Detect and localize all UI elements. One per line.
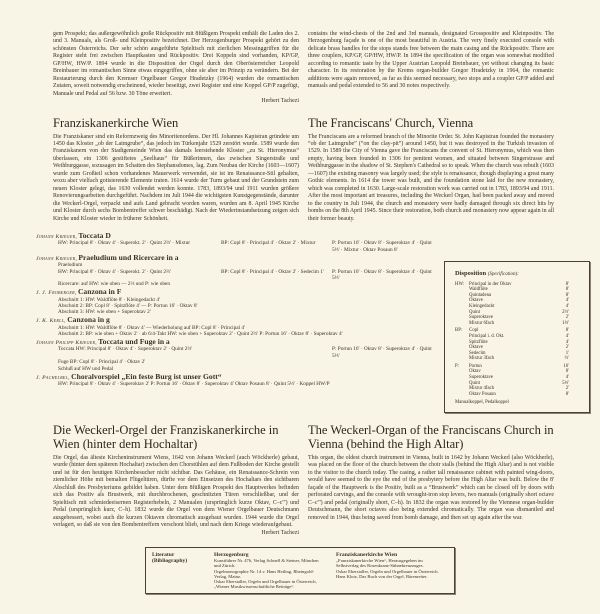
stop-name: Mixtur 6fach xyxy=(469,320,495,326)
stop-name: Oktav xyxy=(469,369,481,375)
heading-franziskanerkirche: Franziskanerkirche Wien xyxy=(53,115,179,130)
program-entry xyxy=(36,252,440,288)
disposition-division xyxy=(455,328,589,362)
registration-cell xyxy=(221,346,329,359)
work-title: Canzona in g xyxy=(67,315,110,325)
program-entry xyxy=(36,371,440,388)
program-entry-heading xyxy=(36,230,440,240)
registration-row xyxy=(36,346,440,359)
composer-name: J. Pachelbel, xyxy=(36,374,70,381)
herzogenburg-section xyxy=(53,31,554,106)
heading-weckerl-de: Die Weckerl-Orgel der Franziskanerkirche in Wien (hinter dem Hochaltar) xyxy=(53,423,279,452)
registration-line: Schluß auf HW und Pedal xyxy=(58,365,114,372)
registration-line: Abschnitt 1: HW: Waldflöte 8' · Kleingedackt 4' xyxy=(58,296,160,303)
program-entry xyxy=(36,230,440,253)
stop-pitch: 16' xyxy=(563,363,569,369)
stop-name: Superoktave xyxy=(469,315,493,321)
stop-pitch: 5⅓' xyxy=(562,380,569,386)
stop-name: Copl xyxy=(469,328,479,334)
stop-pitch: 1⅓' xyxy=(562,320,569,326)
stop-name: Oktave xyxy=(469,298,483,304)
stop-list xyxy=(469,328,569,362)
stop-list xyxy=(469,364,569,398)
program-entry-heading xyxy=(36,371,440,381)
stop-name: Quintadena xyxy=(469,292,492,298)
composer-name: J. K. Kerll, xyxy=(36,318,66,325)
stop-pitch: 8' xyxy=(565,391,569,397)
registration-line: HW: Principal 8' · Oktav 4' · Superoktav 2' P: Portun 16' · Oktav 8' · Superoktav 4' Oktav Posaun 8' · Quint 5⅓' · Koppel HW/P xyxy=(58,381,330,387)
stop-pitch: 8' xyxy=(565,328,569,334)
registration-cell: Praeludium xyxy=(58,262,83,269)
bibliography-entry: Oskar Eberstaller, Orgeln und Orgelbauer in Österreich, „Wiener Musikwissenschaftliche Beiträge“. xyxy=(214,579,317,590)
registration-cell: BP: Copl 8' · Principal 4' · Oktav 2' · Sedecim 1' xyxy=(221,268,324,275)
author-signature: Herbert Tachezi xyxy=(261,529,299,536)
registration-line: Abschnitt 2: BP: wie oben + Oktav 2' · ab 6/4-Takt HW: wie oben + Superoktav 2' · Quint 2⅔' P: Portun 16' · Oktav 8' · Superoktav 4' xyxy=(58,331,343,338)
stop-pitch: ⅔' xyxy=(564,356,569,362)
disposition-subtitle: (Specification): xyxy=(487,271,519,277)
disposition-box xyxy=(444,261,590,413)
work-title: Canzona in F xyxy=(77,287,122,297)
church-text-en: The Franciscans are a reformed branch of the Minorite Order. St. John Kapistran founded the monastery “ob der Laimgrube” (“on the clay-pit”) around 1450, but it was destroyed in the Turkish invasion of 1529. In 1589 the City of Vienna gave the Franciscans the convent of St. Hieronymus, which was then empty, having been founded in 1306 for penitent women, and situated between Singerstrasse and Weihburggasse in the shadow of St. Stephen's Cathedral so to speak. When the church was rebuilt (1603—1607) the existing masonry was largely used; the style is renaissance, though displaying a great many Gothic elements. In 1614 the tower was built, and the foundation stone laid for the new monastery, which was completed in 1630. Large-scale restoration work was carried out in 1783, 1893/94 and 1911. After the most important art treasures, including the Weckerl Organ, had been packed away and moved to the country in Juli 1944, the church and monastery were badly damaged through six direct hits by bombs on the 8th April 1945. Since their restoration, both church and monastery now appear again in all their former beauty. xyxy=(308,133,554,222)
program-section xyxy=(36,230,590,413)
heading-franciscans-church: The Franciscans' Church, Vienna xyxy=(308,115,474,130)
bibliography-entry: „Franziskanerkirche Wien“, Herausgegeben im Selbstverlag des Rosenkranz-Sühnekreuzzuges. xyxy=(336,558,424,569)
work-title: Praeludium und Ricercare in a xyxy=(78,252,179,262)
registration-line: Ricercare: auf HW: wie oben — 2⅔ und P: wie oben xyxy=(58,281,171,288)
registration-row xyxy=(36,269,440,282)
stop-pitch: 2' xyxy=(565,345,569,351)
division-label: P: xyxy=(455,363,460,369)
stop-name: Mixtur 3fach xyxy=(469,356,495,362)
stop-list xyxy=(469,282,569,327)
bibliography-box xyxy=(145,547,455,594)
program-entry-heading xyxy=(36,252,440,262)
stop-pitch: 2' xyxy=(565,315,569,321)
bibliography-entry: Oskar Eberstaller, Orgeln und Orgelbauer in Österreich. xyxy=(336,568,439,574)
heading-weckerl-en: The Weckerl-Organ of the Franciscans Church in Vienna (behind the High Altar) xyxy=(308,423,554,452)
registration-row xyxy=(36,240,440,253)
stop-name: Quint xyxy=(469,309,480,315)
program-entry xyxy=(36,317,440,337)
stop-name: Waldflöte xyxy=(469,287,488,293)
program-entry-heading xyxy=(36,289,440,296)
stop xyxy=(469,321,569,327)
stop-pitch: 8' xyxy=(565,281,569,287)
work-title: Choralvorspiel „Ein feste Burg ist unser Gott“ xyxy=(71,371,222,381)
registration-line: Abschnitt 2: BP: Copl 8' · Spitzflöte 4' — P: Portun 16' · Oktav 8' xyxy=(58,303,198,310)
registration-cell: P: Portun 16' · Oktav 8' · Superoktav 4' · Quint 5⅓' xyxy=(332,346,432,359)
program-entry-heading xyxy=(36,317,440,324)
weckerl-text-de: Die Orgel, das älteste Kircheninstrument Wiens, 1642 von Johann Weckerl (auch Wöckherle) gebaut, wurde (hinter dem späteren Hochaltar) zwischen den Chorstühlen auf dem Fußboden der Kirche gestellt und ist für den heutigen Kirchenbesucher nicht sichtbar. Das Gehäuse, ein Renaissance-Schrein von ziemlicher Höhe mit bemalten Flügeltüren, dürfte vor dem Einsetzen des Hochaltars den sichtbaren Abschluß des Presbyteriums gebildet haben. Unter dem 8füßigen Prospekt des Hauptwerkes befinden sich das Positiv als Brustwerk, mit durchbrochenen, geschnitzten Türen verschließbar, und der Spieltisch mit schmiedeeisernen Registerhebeln, 2 Manualen (ursprünglich kurze Oktav, C–c''') und Pedal (ursprünglich kurz, C–h). 1832 wurde die Orgel von dem Wiener Orgelbauer Deutschmann ausgebessert, wobei auch die kurzen Oktaven chromatisch ausgebaut wurden. 1944 wurde die Orgel verlagert, so daß sie von den Bombentreffern verschont blieb, und nach dem Kriege wiederaufgebaut. Herbert Tachezi xyxy=(53,455,299,536)
program-entry-heading xyxy=(36,339,440,346)
stop xyxy=(469,356,569,362)
bibliography-entry: Kunstführer Nr. 476, Verlag Schnell & Steiner, München und Zürich. xyxy=(214,558,319,569)
bibliography-col1-title: Herzogenburg xyxy=(214,552,249,559)
registration-line: Abschnitt 1: HW: Waldflöte 8' · Oktav 4' — Wiederholung auf BP: Copl 8' · Principal 4' xyxy=(58,324,245,331)
stop-name: Sedecim xyxy=(469,350,486,356)
registration-line: Abschnitt 3: HW: wie oben + Superoktav 2' xyxy=(58,309,151,316)
registration-cell: BP: Copl 8' · Principal 4' · Oktav 2' · Mixtur xyxy=(221,240,316,247)
stop-name: Spitzflöte xyxy=(469,339,488,345)
stop-name: Kleingedackt xyxy=(469,303,495,309)
program-entry xyxy=(36,339,440,372)
stop-pitch: 1' xyxy=(565,350,569,356)
work-title: Toccata und Fuge in a xyxy=(98,337,170,347)
stop-name: Oktave xyxy=(469,345,483,351)
church-text-de: Die Franziskaner sind ein Reformzweig des Minoritenordens. Der Hl. Johannes Kapistran gründete um 1450 das Kloster „ob der Laimgrube“, das jedoch im Türkenjahr 1529 zerstört wurde. 1589 wurde den Franziskanern von der Stadtgemeinde Wien das damals leerstehende Kloster „zu St. Hieronymus“ überlassen, ein 1306 gestiftetes „Seelhaus“ für Büßerinnen, das zwischen Singerstraße und Weihburggasse, sozusagen im Schatten des Stephansdomes, lag. Zum Neubau der Kirche (1603—1607) wurde zum Großteil schon vorhandenes Mauerwerk verwendet, sie ist im Renaissance-Stil gehalten, wozu aber vielfach gotisierende Elemente traten. 1614 wurde der Turm gebaut und der Grundstein zum neuen Kloster gelegt, das 1630 vollendet werden konnte. 1783, 1893/94 und 1911 wurden größere Renovierungsarbeiten durchgeführt. Nachdem im Juli 1944 die wichtigsten Kunstgegenstände, darunter die Weckerl-Orgel, verpackt und aufs Land gebracht worden waren, wurden am 8. April 1945 Kirche und Kloster durch sechs Bombentreffer schwer beschädigt. Nach der Wiederinstandsetzung zeigen sich Kirche und Kloster wieder in früherer Schönheit. xyxy=(53,133,299,222)
stop xyxy=(469,392,569,398)
program-entry xyxy=(36,289,440,316)
stop-name: Superoktave xyxy=(469,375,493,381)
work-title: Toccata D xyxy=(78,230,111,240)
bibliography-col2-title: Franziskanerkirche Wien xyxy=(336,552,398,559)
stop-name: Principal in der Oktav xyxy=(469,281,512,287)
weckerl-text-en: This organ, the oldest church instrument in Vienna, built in 1642 by Johann Weckerl (also Wöckherle), was placed on the floor of the church between the choir stalls (behind the High Altar) and is not visible to the visitor to the church today. The casing, a rather tall renaissance cabinet with painted wing-doors, would have seemed to the eye the end of the presbytery before the High Altar was built. Below the 8' façade of the Hauptwerk is the Positiv, built as a “Brustwerk” which can be closed off by doors with perforated carvings, and the console with wrought-iron stop levers, two manuals (originally short octave C–c''') and pedal (originally short, C–h). In 1832 the organ was restored by the Viennese organ-builder Deutschmann, the short octaves also being extended chromatically. The organ was dismantled and removed in 1944, thus being saved from bomb damage, and then set up again after the war. xyxy=(308,455,554,521)
stop-pitch: 4' xyxy=(565,375,569,381)
registration-cell: P: Portun 16' · Oktav 8' · Superoktav 4' · Quint 5⅓' · Mixtur · Oktav Posaun 8' xyxy=(332,240,432,253)
herzogenburg-text-en: contains the wind-chests of the 2nd and 3rd manuals, designated Grosspositiv and Kleinpositiv. The Herzogenburg façade is one of the most beautiful in Austria. The very finely executed console with delicate brass handles for the stops stands free between the main casing and the Rückpositiv. There are three couplers, KP/GP, GP/HW, HW/P. In 1894 the specification of the organ was somewhat modified according to romantic taste by the Upper Austrian Leopold Breinbauer, yet without changing its basic character. In its restoration by the Krems organ-builder Gregor Hradetzky in 1964, the romantic additions were again removed, as far as this seemed necessary, two stops and a coupler GP/P added and manuals and pedal extended to 56 and 30 notes respectively. xyxy=(308,31,554,90)
weckerl-section xyxy=(53,423,554,537)
registration-cell: HW: Principal 8' · Oktav 4' · Superokt. 2' · Quint 2⅔' xyxy=(58,268,171,275)
stop-name: Mixtur 4fach xyxy=(469,386,495,392)
bibliography-entry: Orgelmonographie Nr. 14 v. Hans Heiling, Rheingold-Verlag, Mainz. xyxy=(214,568,315,579)
registration-cell: Toccata HW: Principal 8' · Oktav 4' · Superoktav 2' · Quint 2⅔' xyxy=(58,346,193,353)
registration-cell: HW: Principal 8' · Oktav 4' · Superokt. 2' · Quint 2⅔' · Mixtur xyxy=(58,240,191,247)
disposition-title: Disposition xyxy=(455,269,487,277)
composer-name: Johann Philipp Krieger, xyxy=(36,340,97,347)
stop-pitch: 4' xyxy=(565,298,569,304)
stop-name: Principal i. d. Okt. xyxy=(469,333,505,339)
stop-pitch: 4' xyxy=(565,333,569,339)
disposition-division xyxy=(455,282,589,327)
stop-pitch: 2' xyxy=(565,386,569,392)
stop-pitch: 8' xyxy=(565,369,569,375)
stop-pitch: 8' xyxy=(565,287,569,293)
author-signature: Herbert Tachezi xyxy=(261,98,299,105)
composer-name: Johann Krieger, xyxy=(36,255,78,262)
stop-name: Oktav Posaun xyxy=(469,391,496,397)
stop-name: Quint xyxy=(469,380,480,386)
stop-name: Portun xyxy=(469,363,482,369)
registration-cell: P: Portun 16' · Oktav 8' · Superoktav 4' · Quint 5⅓' xyxy=(332,268,432,281)
composer-name: J. J. Froberger, xyxy=(36,290,77,297)
disposition-couplers: Manualkoppel, Pedalkoppel xyxy=(455,400,509,406)
program-list xyxy=(36,230,440,389)
stop-pitch: 2⅔' xyxy=(562,309,569,315)
stop-pitch: 8' xyxy=(565,292,569,298)
bibliography-label: Literatur xyxy=(152,552,175,559)
bibliography-label-en: (Bibliography) xyxy=(152,558,188,565)
division-label: BP: xyxy=(455,328,463,334)
church-section xyxy=(53,116,554,223)
composer-name: Johann Krieger, xyxy=(36,233,78,240)
registration-line: Fuge BP: Copl 8' · Principal 4' · Oktav 2' xyxy=(58,359,146,366)
bibliography-entry: Hans Klotz, Das Buch von der Orgel, Bärenreiter. xyxy=(336,573,428,579)
stop-pitch: 4' xyxy=(565,339,569,345)
division-label: HW: xyxy=(455,281,465,287)
stop-pitch: 4' xyxy=(565,303,569,309)
herzogenburg-text-de: gem Prospekt; das außergewöhnlich große Rückpositiv mit 8füßigem Prospekt enthält die Laden des 2. und 3. Manuals, als Groß- und Kleinpositiv bezeichnet. Der Herzogenburger Prospekt gehört zu den schönsten Österreichs. Der sehr schön ausgeführte Spieltisch mit zierlichen Messinggriffen für die Register steht frei zwischen Hauptkasten und Rückpositiv. Drei Koppeln sind vorhanden, KP/GP, GP/HW, HW/P. 1894 wurde in die Disposition der Orgel durch den Oberösterreicher Leopold Breinbauer im romantischen Sinne etwas eingegriffen, ohne sie aber im Prinzip zu verändern. Bei der Restaurierung durch den Kremser Orgelbauer Gregor Hradetzky (1964) wurden die romantischen Zutaten, soweit notwendig erscheinend, wieder beseitigt, zwei Register und eine Koppel GP/P zugefügt, Manuale und Pedal auf 56 bzw. 30 Töne erweitert. Herbert Tachezi xyxy=(53,31,299,105)
disposition-division xyxy=(455,364,589,398)
